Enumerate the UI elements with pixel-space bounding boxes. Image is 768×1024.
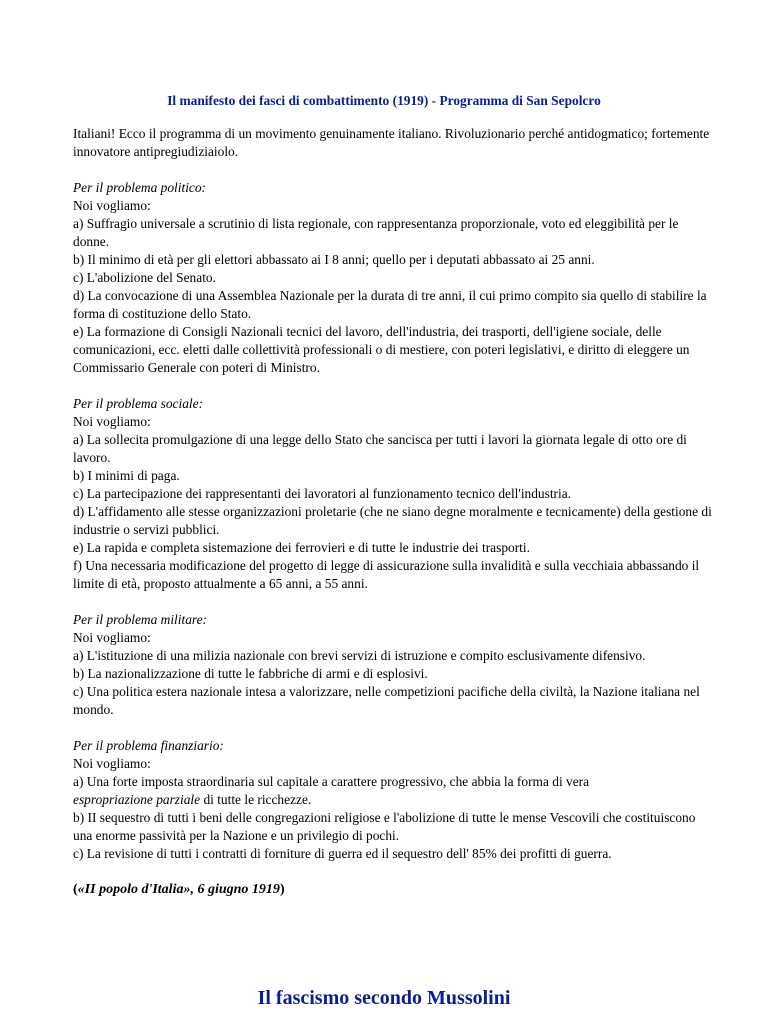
list-item: a) La sollecita promulgazione di una legge dello Stato che sancisca per tutti i lavori la giornata legale di otto ore di lavoro. [73, 432, 687, 465]
citation-paren: ( [73, 882, 78, 897]
list-item: c) La partecipazione dei rappresentanti dei lavoratori al funzionamento tecnico dell'industria. [73, 486, 572, 501]
section-financial [73, 737, 713, 863]
list-item: e) La rapida e completa sistemazione dei ferrovieri e di tutte le industrie dei trasporti. [73, 540, 530, 555]
item-text: a) Una forte imposta straordinaria sul capitale a carattere progressivo, che abbia la forma di vera [73, 774, 590, 789]
intro-paragraph: Italiani! Ecco il programma di un movimento genuinamente italiano. Rivoluzionario perché antidogmatico; fortemente innovatore antipregiudiziaiolo. [73, 126, 710, 159]
list-item: b) I minimi di paga. [73, 468, 180, 483]
document-title: Il manifesto dei fasci di combattimento (1919) - Programma di San Sepolcro [167, 93, 601, 108]
document-body [73, 125, 713, 899]
list-item: f) Una necessaria modificazione del progetto di legge di assicurazione sulla invalidità e sulla vecchiaia abbassando il limite di età, proposto attualmente a 65 anni, a 55 anni. [73, 558, 700, 591]
list-item: b) Il minimo di età per gli elettori abbassato ai I 8 anni; quello per i deputati abbassato ai 25 anni. [73, 252, 595, 267]
section-heading: Per il problema finanziario: [73, 738, 224, 753]
section-lead: Noi vogliamo: [73, 756, 151, 771]
section-political [73, 179, 713, 377]
next-section-title: Il fascismo secondo Mussolini [257, 987, 511, 1009]
list-item: d) La convocazione di una Assemblea Nazionale per la durata di tre anni, il cui primo compito sia quello di stabilire la forma di costituzione dello Stato. [73, 288, 707, 321]
section-social [73, 395, 713, 593]
list-item: c) La revisione di tutti i contratti di forniture di guerra ed il sequestro dell' 85% dei profitti di guerra. [73, 846, 612, 861]
item-text: di tutte le ricchezze. [200, 792, 312, 807]
section-lead: Noi vogliamo: [73, 414, 151, 429]
section-heading: Per il problema militare: [73, 612, 208, 627]
citation-text: «II popolo d'Italia», 6 giugno 1919 [77, 882, 280, 897]
section-heading: Per il problema politico: [73, 180, 207, 195]
list-item [73, 773, 713, 809]
list-item: c) Una politica estera nazionale intesa a valorizzare, nelle competizioni pacifiche della civiltà, la Nazione italiana nel mondo. [73, 684, 700, 717]
list-item: b) La nazionalizzazione di tutte le fabbriche di armi e di esplosivi. [73, 666, 428, 681]
item-emphasis: espropriazione parziale [73, 792, 201, 807]
section-lead: Noi vogliamo: [73, 630, 151, 645]
list-item: a) Suffragio universale a scrutinio di lista regionale, con rappresentanza proporzionale, voto ed eleggibilità per le donne. [73, 216, 679, 249]
list-item: b) II sequestro di tutti i beni delle congregazioni religiose e l'abolizione di tutte le mense Vescovili che costituiscono una enorme passività per la Nazione e un privilegio di pochi. [73, 810, 696, 843]
list-item: a) L'istituzione di una milizia nazionale con brevi servizi di istruzione e compito esclusivamente difensivo. [73, 648, 646, 663]
citation-paren: ) [279, 882, 285, 897]
section-heading: Per il problema sociale: [73, 396, 204, 411]
list-item: c) L'abolizione del Senato. [73, 270, 216, 285]
list-item: e) La formazione di Consigli Nazionali tecnici del lavoro, dell'industria, dei trasporti, dell'igiene sociale, delle comunicazioni, ecc. eletti dalle collettività professionali o di mestiere, con poteri legislativi, e diritto di eleggere un Commissario Generale con poteri di Ministro. [73, 324, 690, 375]
source-citation [73, 881, 713, 899]
section-military [73, 611, 713, 719]
list-item: d) L'affidamento alle stesse organizzazioni proletarie (che ne siano degne moralmente e tecnicamente) della gestione di industrie o servizi pubblici. [73, 504, 712, 537]
section-lead: Noi vogliamo: [73, 198, 151, 213]
